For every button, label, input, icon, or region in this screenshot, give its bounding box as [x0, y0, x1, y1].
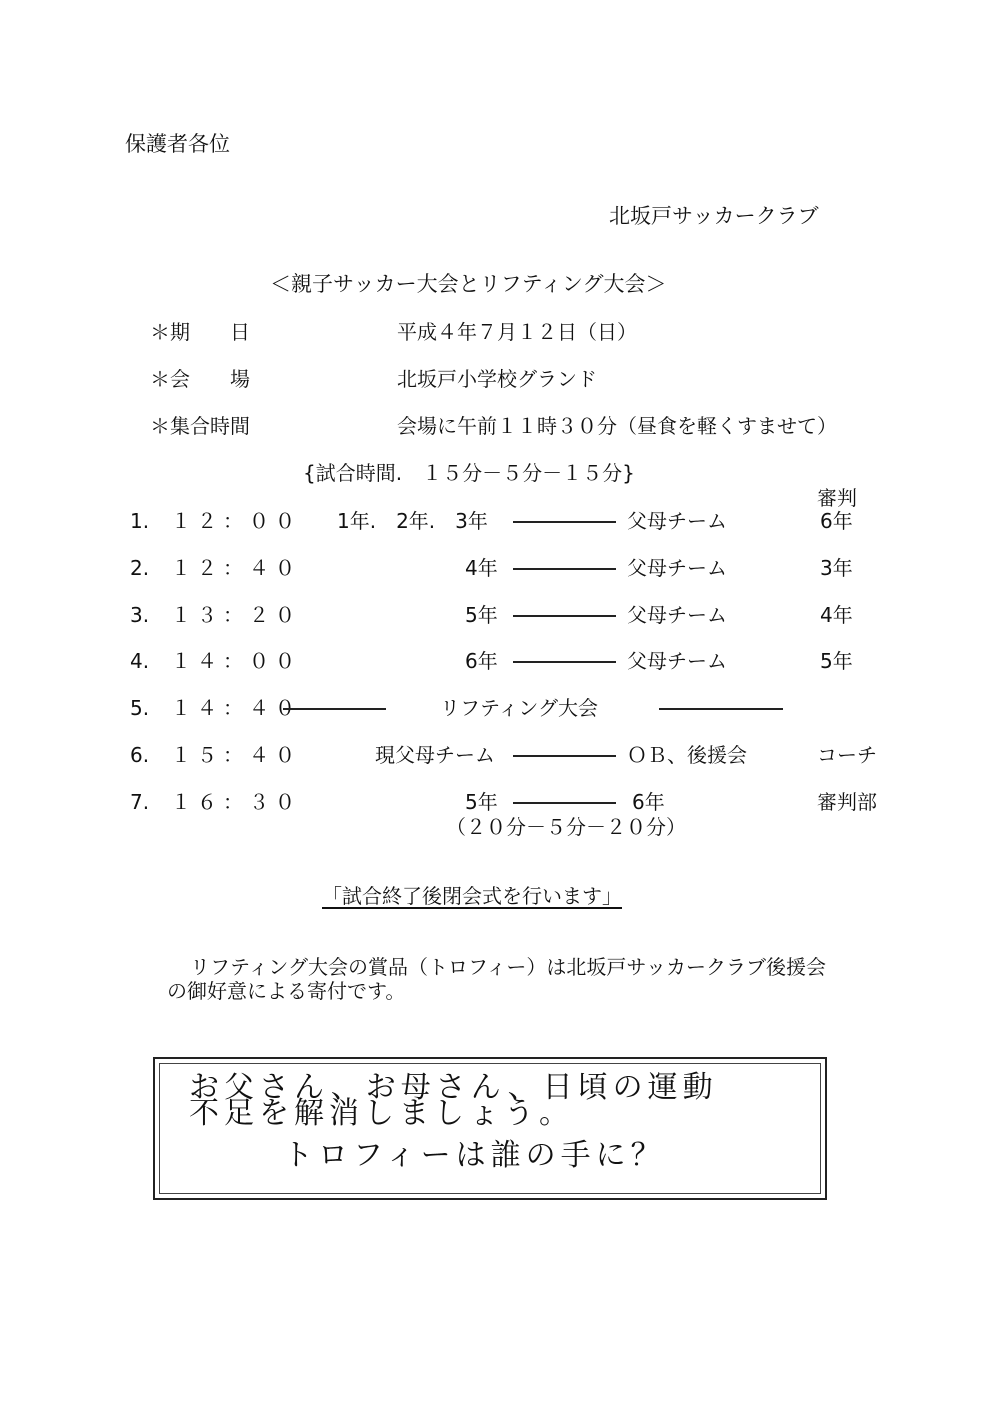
schedule-no: 5.	[130, 696, 150, 720]
schedule-team-a: 5年	[465, 603, 498, 627]
schedule-time: １６：３０	[171, 790, 301, 814]
schedule-event: リフティング大会	[440, 696, 598, 720]
schedule-no: 4.	[130, 649, 150, 673]
schedule-referee: 審判部	[817, 790, 877, 814]
schedule-team-a: 現父母チーム	[375, 743, 495, 767]
schedule-team-b: 6年	[632, 790, 665, 814]
detail-value-meeting-time: 会場に午前１１時３０分（昼食を軽くすませて）	[397, 414, 837, 438]
schedule-no: 6.	[130, 743, 150, 767]
schedule-referee: 6年	[820, 509, 853, 533]
schedule-team-a: 5年	[465, 790, 498, 814]
closing-notice: 「試合終了後閉会式を行います」	[322, 884, 622, 908]
schedule-referee: 5年	[820, 649, 853, 673]
schedule-no: 7.	[130, 790, 150, 814]
schedule-dash	[659, 708, 783, 710]
schedule-time: １２：００	[171, 509, 301, 533]
schedule-team-b: 父母チーム	[627, 509, 727, 533]
detail-label-date: ＊期 日	[150, 320, 250, 344]
schedule-dash	[513, 661, 616, 663]
schedule-no: 1.	[130, 509, 150, 533]
schedule-time: １４：００	[171, 649, 301, 673]
schedule-note: （２０分－５分－２０分）	[446, 815, 686, 839]
detail-label-venue: ＊会 場	[150, 367, 250, 391]
detail-value-date: 平成４年７月１２日（日）	[397, 320, 637, 344]
sender: 北坂戸サッカークラブ	[609, 204, 819, 228]
referee-header: 審判	[817, 486, 857, 510]
schedule-referee: 4年	[820, 603, 853, 627]
trophy-text-line1: リフティング大会の賞品（トロフィー）は北坂戸サッカークラブ後援会	[190, 955, 826, 979]
schedule-no: 3.	[130, 603, 150, 627]
schedule-referee: コーチ	[817, 743, 877, 767]
schedule-dash	[513, 568, 616, 570]
schedule-no: 2.	[130, 556, 150, 580]
schedule-team-b: 父母チーム	[627, 649, 727, 673]
schedule-team-a: 6年	[465, 649, 498, 673]
schedule-time: １５：４０	[171, 743, 301, 767]
schedule-team-b: 父母チーム	[627, 556, 727, 580]
schedule-dash	[513, 802, 616, 804]
schedule-time: １３：２０	[171, 603, 301, 627]
message-box	[153, 1057, 827, 1200]
schedule-dash	[283, 708, 386, 710]
detail-value-venue: 北坂戸小学校グランド	[397, 367, 597, 391]
schedule-dash	[513, 615, 616, 617]
detail-label-meeting-time: ＊集合時間	[150, 414, 250, 438]
addressee: 保護者各位	[125, 132, 230, 156]
match-time-note: {試合時間. １５分－５分－１５分}	[303, 461, 635, 485]
schedule-team-b: ＯＢ、後援会	[627, 743, 747, 767]
schedule-referee: 3年	[820, 556, 853, 580]
document-title: ＜親子サッカー大会とリフティング大会＞	[270, 272, 667, 296]
schedule-time: １４：４０	[171, 696, 301, 720]
message-box-line1: お父さん、お母さん、日頃の運動	[189, 1070, 718, 1105]
schedule-dash	[513, 755, 616, 757]
schedule-team-a: 4年	[465, 556, 498, 580]
schedule-team-b: 父母チーム	[627, 603, 727, 627]
schedule-dash	[513, 521, 616, 523]
schedule-team-a: 1年. 2年. 3年	[337, 509, 488, 533]
schedule-time: １２：４０	[171, 556, 301, 580]
message-box-line3: トロフィーは誰の手に？	[283, 1138, 666, 1173]
trophy-text-line2: の御好意による寄付です。	[167, 979, 406, 1003]
message-box-line2: 不足を解消しましょう。	[189, 1096, 574, 1131]
